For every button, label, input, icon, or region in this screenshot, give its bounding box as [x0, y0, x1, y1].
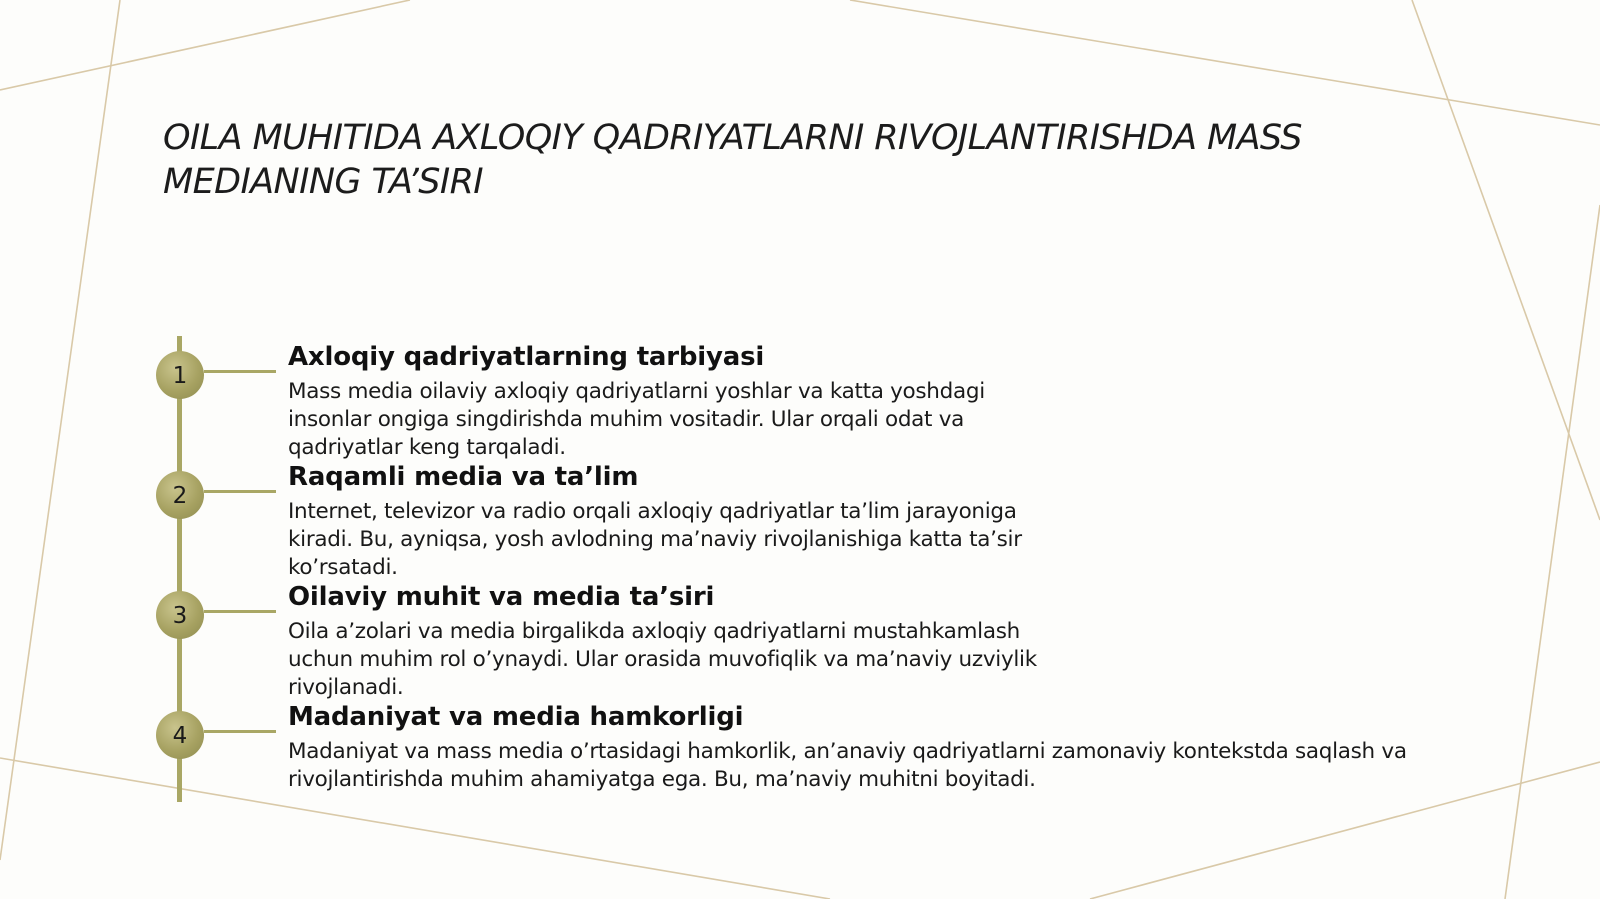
timeline-item-2 [0, 460, 1600, 580]
timeline-text-3: Oila a’zolari va media birgalikda axloqiy qadriyatlarni mustahkamlash uchun muhim rol o’ynaydi. Ular orasida muvofiqlik va ma’naviy uzviylik rivojlanadi. [288, 619, 1037, 700]
slide-title: OILA MUHITIDA AXLOQIY QADRIYATLARNI RIVOJLANTIRISHDA MASS MEDIANING TA’SIRI [163, 118, 1302, 202]
timeline-connector-3 [204, 610, 276, 613]
timeline-connector-2 [204, 490, 276, 493]
timeline-item-4 [0, 700, 1600, 820]
timeline-marker-1: 1 [156, 351, 204, 399]
timeline-text-4: Madaniyat va mass media o’rtasidagi hamkorlik, an’anaviy qadriyatlarni zamonaviy kontekstda saqlash va rivojlantirishda muhim ahamiyatga ega. Bu, ma’naviy muhitni boyitadi. [288, 739, 1407, 792]
timeline-marker-4: 4 [156, 711, 204, 759]
timeline-heading-4: Madaniyat va media hamkorligi [288, 702, 744, 732]
timeline-heading-1: Axloqiy qadriyatlarning tarbiyasi [288, 342, 765, 372]
timeline-marker-3: 3 [156, 591, 204, 639]
timeline-text-2: Internet, televizor va radio orqali axloqiy qadriyatlar ta’lim jarayoniga kiradi. Bu, ayniqsa, yosh avlodning ma’naviy rivojlanishiga katta ta’sir ko’rsatadi. [288, 499, 1022, 580]
timeline-heading-2: Raqamli media va ta’lim [288, 462, 639, 492]
timeline-connector-1 [204, 370, 276, 373]
timeline-connector-4 [204, 730, 276, 733]
timeline-marker-2: 2 [156, 471, 204, 519]
timeline-heading-3: Oilaviy muhit va media ta’siri [288, 582, 715, 612]
timeline-item-3 [0, 580, 1600, 700]
timeline-item-1 [0, 340, 1600, 460]
timeline-text-1: Mass media oilaviy axloqiy qadriyatlarni yoshlar va katta yoshdagi insonlar ongiga singdirishda muhim vositadir. Ular orqali odat va qadriyatlar keng tarqaladi. [288, 379, 985, 460]
